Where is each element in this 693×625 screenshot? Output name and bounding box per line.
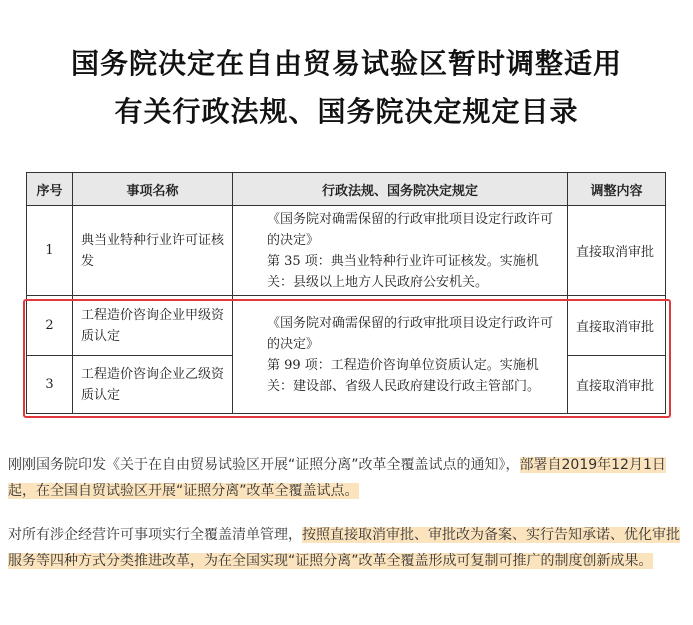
rule-document: 《国务院对确需保留的行政审批项目设定行政许可的决定》 <box>267 315 554 352</box>
row-number: 2 <box>27 296 73 356</box>
row-item-name: 工程造价咨询企业甲级资质认定 <box>73 296 233 356</box>
regulation-table <box>26 172 666 414</box>
table-row <box>27 296 666 356</box>
header-item: 事项名称 <box>73 173 233 206</box>
table-header-row <box>27 173 666 206</box>
paragraph-2-highlight: 按照直接取消审批、审批改为备案、实行告知承诺、优化审批服务等四种方式分类推进改革，为在全国实现“证照分离”改革全覆盖形成可复制可推广的制度创新成果。 <box>8 527 680 569</box>
paragraph-2-text: 对所有涉企经营许可事项实行全覆盖清单管理， <box>8 527 302 543</box>
rule-document: 《国务院对确需保留的行政审批项目设定行政许可的决定》 <box>267 211 554 248</box>
row-item-name: 工程造价咨询企业乙级资质认定 <box>73 356 233 414</box>
row-rule <box>233 206 568 296</box>
page-title <box>0 40 693 136</box>
table-row <box>27 206 666 296</box>
row-adjustment: 直接取消审批 <box>568 206 666 296</box>
paragraph-1-highlight: 部署自2019年12月1日起，在全国自贸试验区开展“证照分离”改革全覆盖试点。 <box>8 457 666 499</box>
header-seq: 序号 <box>27 173 73 206</box>
rule-detail: 第 35 项：典当业特种行业许可证核发。实施机关：县级以上地方人民政府公安机关。 <box>267 253 539 290</box>
paragraph-1-text: 刚刚国务院印发《关于在自由贸易试验区开展“证照分离”改革全覆盖试点的通知》， <box>8 457 520 473</box>
paragraph-1 <box>8 452 690 504</box>
row-number: 1 <box>27 206 73 296</box>
row-item-name: 典当业特种行业许可证核发 <box>73 206 233 296</box>
header-adjust: 调整内容 <box>568 173 666 206</box>
header-rule: 行政法规、国务院决定规定 <box>233 173 568 206</box>
paragraph-2 <box>8 522 690 574</box>
row-rule-merged <box>233 296 568 414</box>
title-line-2: 有关行政法规、国务院决定规定目录 <box>114 95 579 128</box>
row-adjustment: 直接取消审批 <box>568 296 666 356</box>
row-number: 3 <box>27 356 73 414</box>
row-adjustment: 直接取消审批 <box>568 356 666 414</box>
rule-detail: 第 99 项：工程造价咨询单位资质认定。实施机关：建设部、省级人民政府建设行政主管部门。 <box>267 357 541 394</box>
title-line-1: 国务院决定在自由贸易试验区暂时调整适用 <box>70 47 622 80</box>
